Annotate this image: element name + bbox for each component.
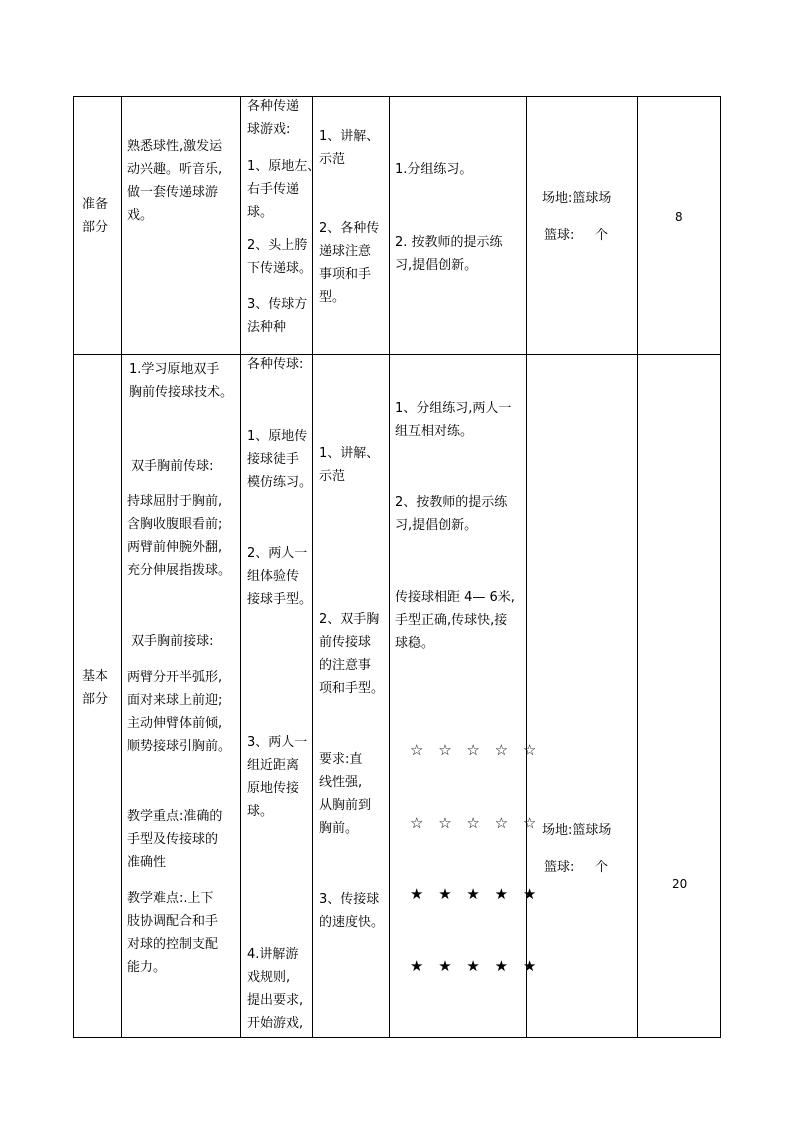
column-line [637,96,638,1038]
basic-time: 20 [672,877,688,891]
table-right-border [720,96,721,1038]
lesson-plan-page: 准备 部分 熟悉球性,激发运 动兴趣。听音乐, 做一套传递球游 戏。 各种传递 球游戏: 1、原地左、 右手传递 球。 2、头上胯 下传递球。 3、传球方 法种种 1、讲解、 示范 2、各种传 递球注意 事项和手 型。 1.分组练习。 2. 按教师的提示练 习,提倡创新。 场地:篮球场 篮球: 个 8 基本 部分 1.学习原地双手 胸前传接球技术。 双手胸前传球: 持球屈肘于胸前, 含胸收腹眼看前; 两臂前伸腕外翻, 充分伸展指拨球。 双手胸前接球: 两臂分开半弧形, 面对来球上前迎; 主动伸臂体前倾, 顺势接球引胸前。 教学重点:准确的 手型及传接球的 准确性 教学难点:.上下 肢协调配合和手 对球的控制支配 能力。 各种传球: 1、原地传 接球徒手 模仿练习。 2、两人一 组体验传 接球手型。 3、两人一 组近距离 原地传接 球。 4.讲解游 戏规则, 提出要求, 开始游戏, 1、讲解、 示范 2、双手胸 前传接球 的注意事 项和手型。 要求:直 线性强, 从胸前到 胸前。 3、传接球 的速度快。 1、分组练习,两人一 组互相对练。 2、按教师的提示练 习,提倡创新。 传接球相距 4— 6米, 手型正确,传球快,接 球稳。 ☆ ☆ ☆ ☆ ☆ ☆ ☆ ☆ ☆ ☆ ★ ★ ★ ★ ★ ★ ★ ★ ★ ★ 场地:篮球场 篮球: 个 20 [0,0,794,1123]
formation-row-solid: ★ ★ ★ ★ ★ [410,957,542,975]
formation-row-hollow: ☆ ☆ ☆ ☆ ☆ [410,741,542,759]
table-top-border [73,96,721,97]
prep-time: 8 [675,210,683,224]
column-line [389,96,390,1038]
column-line [312,96,313,1038]
formation-row-hollow: ☆ ☆ ☆ ☆ ☆ [410,814,542,832]
table-bottom-border [73,1037,721,1038]
formation-row-solid: ★ ★ ★ ★ ★ [410,885,542,903]
row-divider [73,354,721,355]
column-line [73,96,74,1038]
column-line [121,96,122,1038]
column-line [240,96,241,1038]
